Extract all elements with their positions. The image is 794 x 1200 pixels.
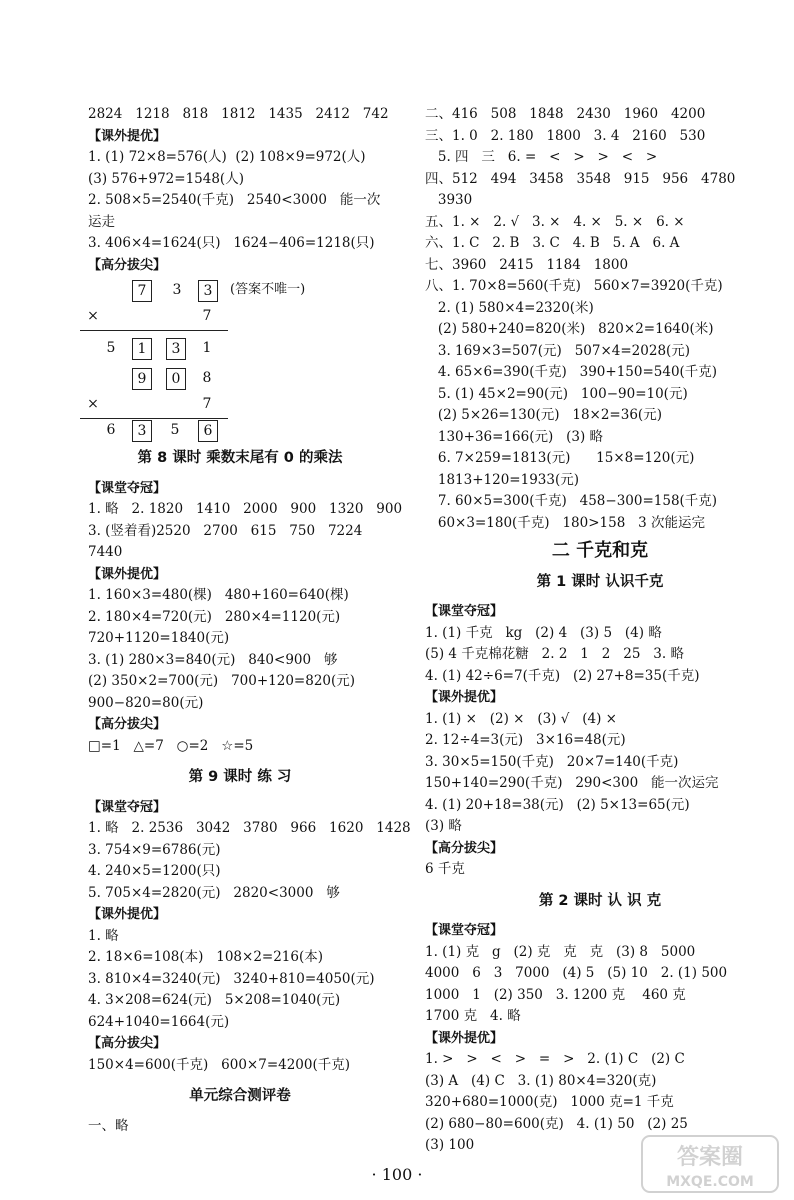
section-heading: 【高分拔尖】	[88, 257, 167, 273]
right-column	[425, 104, 775, 1157]
answer-line: 1. (1) 72×8=576(人) (2) 108×9=972(人)	[88, 149, 366, 165]
answer-line: 2. 508×5=2540(千克) 2540<3000 能一次	[88, 192, 381, 208]
watermark-text: 答案圈	[676, 1145, 744, 1170]
puzzle-digit: 3	[132, 420, 152, 442]
answer-line: 4000 6 3 7000 (4) 5 (5) 10 2. (1) 500	[425, 965, 728, 981]
answer-line: 900−820=80(元)	[88, 694, 204, 711]
answer-line: (3) 576+972=1548(人)	[88, 170, 244, 187]
section-heading: 【课外提优】	[88, 907, 167, 922]
answer-line: (2) 580+240=820(米) 820×2=1640(米)	[425, 321, 714, 337]
section-heading: 【课堂夺冠】	[88, 480, 167, 496]
section-heading: 【高分拔尖】	[425, 840, 504, 856]
answer-line: 1. 160×3=480(棵) 480+160=640(棵)	[88, 587, 349, 603]
answer-line: 1000 1 (2) 350 3. 1200 克 460 克	[425, 986, 686, 1003]
lesson-title: 第 1 课时 认识千克	[536, 573, 664, 590]
answer-line: 4. 3×208=624(元) 5×208=1040(元)	[88, 992, 341, 1008]
chapter-title: 二 千克和克	[551, 540, 649, 561]
watermark-url: MXQE.COM	[666, 1174, 754, 1190]
answer-line: 1813+120=1933(元)	[425, 471, 580, 488]
answer-line: 6. 7×259=1813(元) 15×8=120(元)	[425, 450, 695, 466]
answer-line: (2) 350×2=700(元) 700+120=820(元)	[88, 673, 356, 689]
answer-line: 三、1. 0 2. 180 1800 3. 4 2160 530	[425, 127, 706, 144]
section-heading: 【课外提优】	[88, 566, 167, 582]
answer-line: 4. (1) 20+18=38(元) (2) 5×13=65(元)	[425, 796, 690, 813]
answer-line: 3930	[425, 192, 473, 208]
answer-line: 320+680=1000(克) 1000 克=1 千克	[425, 1094, 674, 1110]
lesson-title: 第 8 课时 乘数末尾有 0 的乘法	[137, 450, 343, 466]
puzzle-digit: 0	[166, 368, 186, 390]
multiplication-puzzle	[88, 280, 392, 438]
answer-line: 2. 18×6=108(本) 108×2=216(本)	[88, 949, 324, 965]
puzzle-digit: 5	[106, 340, 116, 356]
answer-line: 六、1. C 2. B 3. C 4. B 5. A 6. A	[425, 235, 680, 251]
answer-block	[88, 147, 392, 255]
answer-line: 1. 略 2. 2536 3042 3780 966 1620 1428	[88, 820, 411, 836]
watermark-logo	[640, 1134, 780, 1194]
answer-line: 1. (1) × (2) × (3) √ (4) ×	[425, 710, 617, 727]
section-heading: 【课外提优】	[88, 128, 167, 144]
section-heading: 【课外提优】	[425, 690, 504, 705]
answer-line: 7. 60×5=300(千克) 458−300=158(千克)	[425, 493, 718, 509]
answer-line: 1. (1) 千克 kg (2) 4 (3) 5 (4) 略	[425, 624, 662, 641]
puzzle-note: (答案不唯一)	[230, 282, 306, 297]
answer-line: 3. (1) 280×3=840(元) 840<900 够	[88, 651, 338, 668]
puzzle-digit: 3	[166, 338, 186, 360]
puzzle-digit: 7	[132, 280, 152, 302]
answer-line: 2. 12÷4=3(元) 3×16=48(元)	[425, 732, 626, 748]
answer-line: (3) 100	[425, 1137, 475, 1153]
answer-line: 720+1120=1840(元)	[88, 630, 230, 646]
answer-line: 3. 30×5=150(千克) 20×7=140(千克)	[425, 753, 679, 770]
answer-line: 5. 四 三 6. = < > > < >	[425, 149, 658, 165]
section-heading: 【课堂夺冠】	[425, 604, 504, 619]
left-column	[87, 104, 411, 1137]
answer-line: (2) 5×26=130(元) 18×2=36(元)	[425, 407, 662, 423]
unit-test-answers	[425, 104, 775, 534]
answer-line: 6 千克	[425, 861, 465, 877]
puzzle-digit: 3	[198, 280, 218, 302]
puzzle-digit: 1	[132, 338, 152, 360]
puzzle-digit: 6	[106, 422, 116, 438]
answer-line: 3. 406×4=1624(只) 1624−406=1218(只)	[88, 235, 375, 251]
answer-line: 5. 705×4=2820(元) 2820<3000 够	[88, 884, 340, 901]
answer-line: 3. 754×9=6786(元)	[88, 841, 221, 858]
section-heading: 【高分拔尖】	[88, 717, 167, 732]
answer-line: 1. > > < > = > 2. (1) C (2) C	[425, 1051, 685, 1067]
answer-line: 2824 1218 818 1812 1435 2412 742	[88, 106, 389, 122]
answer-line: 2. 180×4=720(元) 280×4=1120(元)	[88, 608, 341, 625]
answer-line: 四、512 494 3458 3548 915 956 4780	[425, 170, 736, 187]
answer-line: 7440	[88, 544, 123, 560]
section-heading: 【高分拔尖】	[88, 1036, 167, 1051]
answer-line: 八、1. 70×8=560(千克) 560×7=3920(千克)	[425, 278, 723, 294]
answer-line: 五、1. × 2. √ 3. × 4. × 5. × 6. ×	[425, 213, 685, 230]
answer-line: 一、略	[88, 1117, 129, 1134]
lesson-title: 第 2 课时 认 识 克	[538, 892, 662, 909]
answer-line: 4. 240×5=1200(只)	[88, 863, 221, 879]
answer-line: 4. (1) 42÷6=7(千克) (2) 27+8=35(千克)	[425, 667, 700, 684]
page-number: · 100 ·	[371, 1165, 423, 1184]
puzzle-digit: 5	[170, 422, 180, 438]
watermark-graphic	[640, 1134, 780, 1194]
answer-line: (3) A (4) C 3. (1) 80×4=320(克)	[425, 1072, 657, 1089]
puzzle-digit: 1	[202, 340, 212, 356]
answer-line: 1. (1) 克 g (2) 克 克 克 (3) 8 5000	[425, 943, 696, 960]
divider-line	[80, 418, 228, 419]
answer-line: 4. 65×6=390(千克) 390+150=540(千克)	[425, 364, 718, 380]
answer-line: (5) 4 千克棉花糖 2. 2 1 2 25 3. 略	[425, 646, 684, 662]
answer-line: (3) 略	[425, 818, 462, 834]
puzzle-digit: 9	[132, 368, 152, 390]
answer-line: 3. (竖着看)2520 2700 615 750 7224	[88, 522, 363, 539]
answer-line: 150+140=290(千克) 290<300 能一次运完	[425, 775, 719, 791]
answer-line: 七、3960 2415 1184 1800	[425, 256, 629, 273]
answer-line: 1. 略	[88, 927, 119, 944]
section-heading: 【课外提优】	[425, 1030, 504, 1046]
answer-line: 2. (1) 580×4=2320(米)	[425, 299, 594, 316]
answer-line: 1700 克 4. 略	[425, 1008, 521, 1024]
unit-test-title: 单元综合测评卷	[189, 1088, 291, 1104]
answer-line: 150×4=600(千克) 600×7=4200(千克)	[88, 1056, 351, 1073]
answer-line: 二、416 508 1848 2430 1960 4200	[425, 106, 706, 122]
section-heading: 【课堂夺冠】	[425, 923, 504, 938]
answer-line: 5. (1) 45×2=90(元) 100−90=10(元)	[425, 385, 688, 402]
answer-line: 1. 略 2. 1820 1410 2000 900 1320 900	[88, 501, 403, 517]
answer-line: 624+1040=1664(元)	[88, 1013, 230, 1030]
divider-line	[80, 330, 228, 331]
puzzle-digit: 7	[202, 396, 212, 412]
puzzle-digit: 8	[202, 370, 212, 386]
answer-line: (2) 680−80=600(克) 4. (1) 50 (2) 25	[425, 1115, 688, 1132]
answer-line: □=1 △=7 ○=2 ☆=5	[88, 737, 254, 754]
times-sign: ×	[87, 308, 99, 324]
puzzle-digit: 3	[172, 282, 182, 298]
answer-line: 60×3=180(千克) 180>158 3 次能运完	[425, 514, 706, 531]
answer-line: 130+36=166(元) (3) 略	[425, 428, 604, 445]
answer-line: 3. 169×3=507(元) 507×4=2028(元)	[425, 342, 691, 359]
answer-line: 3. 810×4=3240(元) 3240+810=4050(元)	[88, 970, 375, 987]
lesson-title: 第 9 课时 练 习	[188, 769, 292, 785]
section-heading: 【课堂夺冠】	[88, 799, 167, 815]
puzzle-digit: 7	[202, 308, 212, 324]
puzzle-digit: 6	[198, 420, 218, 442]
answer-line: 运走	[88, 213, 115, 230]
times-sign: ×	[87, 396, 99, 412]
